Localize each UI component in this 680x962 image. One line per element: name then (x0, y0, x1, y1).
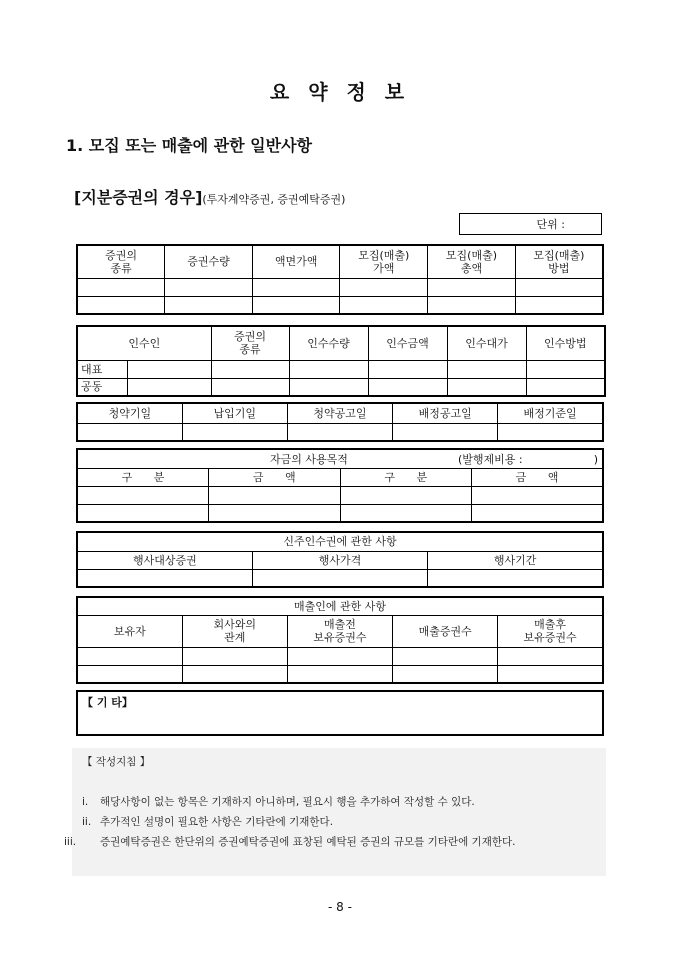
table-row (77, 504, 603, 522)
table-title: 자금의 사용목적 (발행제비용 : ) (77, 449, 603, 468)
header-cell: 인수금액 (368, 326, 447, 360)
header-cell: 증권의 종류 (211, 326, 289, 360)
fund-usage-table (76, 448, 604, 523)
underwriter-table (76, 325, 606, 397)
table-row (77, 296, 603, 314)
row-label: 공동 (77, 378, 127, 396)
header-cell: 금 액 (209, 468, 341, 486)
header-cell: 보유자 (77, 615, 182, 647)
header-cell: 인수대가 (447, 326, 526, 360)
header-cell: 청약공고일 (287, 403, 392, 423)
subsection-main: [지분증권의 경우] (74, 188, 203, 207)
header-cell: 행사가격 (252, 551, 427, 569)
guide-item: ii. 추가적인 설명이 필요한 사항은 기타란에 기재한다. (82, 816, 334, 828)
header-cell: 모집(매출) 가액 (340, 245, 428, 278)
table-row (77, 360, 605, 378)
etc-box (76, 690, 604, 736)
header-cell: 인수수량 (289, 326, 368, 360)
header-cell: 구 분 (77, 468, 209, 486)
table-title: 매출인에 관한 사항 (77, 597, 603, 615)
table-row (77, 569, 603, 587)
etc-label: 【 기 타】 (82, 696, 133, 709)
table-row (77, 665, 603, 683)
row-label: 대표 (77, 360, 127, 378)
header-cell: 증권의 종류 (77, 245, 165, 278)
subsection-note: (투자계약증권, 증권예탁증권) (202, 193, 346, 206)
header-cell: 모집(매출) 총액 (428, 245, 516, 278)
page-title: 요 약 정 보 (269, 80, 411, 104)
header-cell: 증권수량 (165, 245, 253, 278)
guide-item: iii. 증권예탁증권은 한단위의 증권예탁증권에 표창된 예탁된 증권의 규모를 기타란에 기재한다. (64, 836, 516, 848)
table-title: 신주인수권에 관한 사항 (77, 532, 603, 551)
offering-table (76, 244, 604, 315)
table-row (77, 423, 603, 441)
seller-table (76, 596, 604, 684)
table-row (77, 486, 603, 504)
schedule-table (76, 402, 604, 442)
table-row (77, 647, 603, 665)
header-cell: 회사와의 관계 (182, 615, 287, 647)
header-cell: 배정공고일 (393, 403, 498, 423)
header-cell: 금 액 (472, 468, 604, 486)
header-cell: 납입기일 (182, 403, 287, 423)
header-cell: 인수방법 (526, 326, 605, 360)
guide-item: i. 해당사항이 없는 항목은 기재하지 아니하며, 필요시 행을 추가하여 작성할 수 있다. (82, 796, 475, 808)
unit-box: 단위 : (459, 213, 602, 235)
writing-guide (64, 748, 606, 876)
section-heading: 1. 모집 또는 매출에 관한 일반사항 (66, 136, 312, 155)
header-cell: 구 분 (340, 468, 472, 486)
header-cell: 행사기간 (428, 551, 603, 569)
subsection-heading (74, 185, 345, 208)
header-cell: 배정기준일 (498, 403, 603, 423)
guide-heading: 【 작성지침 】 (82, 756, 151, 768)
header-cell: 청약기일 (77, 403, 182, 423)
header-cell: 모집(매출) 방법 (515, 245, 603, 278)
table-row (77, 278, 603, 296)
header-cell: 매출증권수 (393, 615, 498, 647)
warrant-table (76, 531, 604, 588)
header-cell: 매출전 보유증권수 (287, 615, 392, 647)
header-cell: 매출후 보유증권수 (498, 615, 603, 647)
page-number: - 8 - (328, 900, 352, 914)
table-row (77, 378, 605, 396)
header-cell: 액면가액 (252, 245, 340, 278)
header-cell: 인수인 (77, 326, 211, 360)
header-cell: 행사대상증권 (77, 551, 252, 569)
